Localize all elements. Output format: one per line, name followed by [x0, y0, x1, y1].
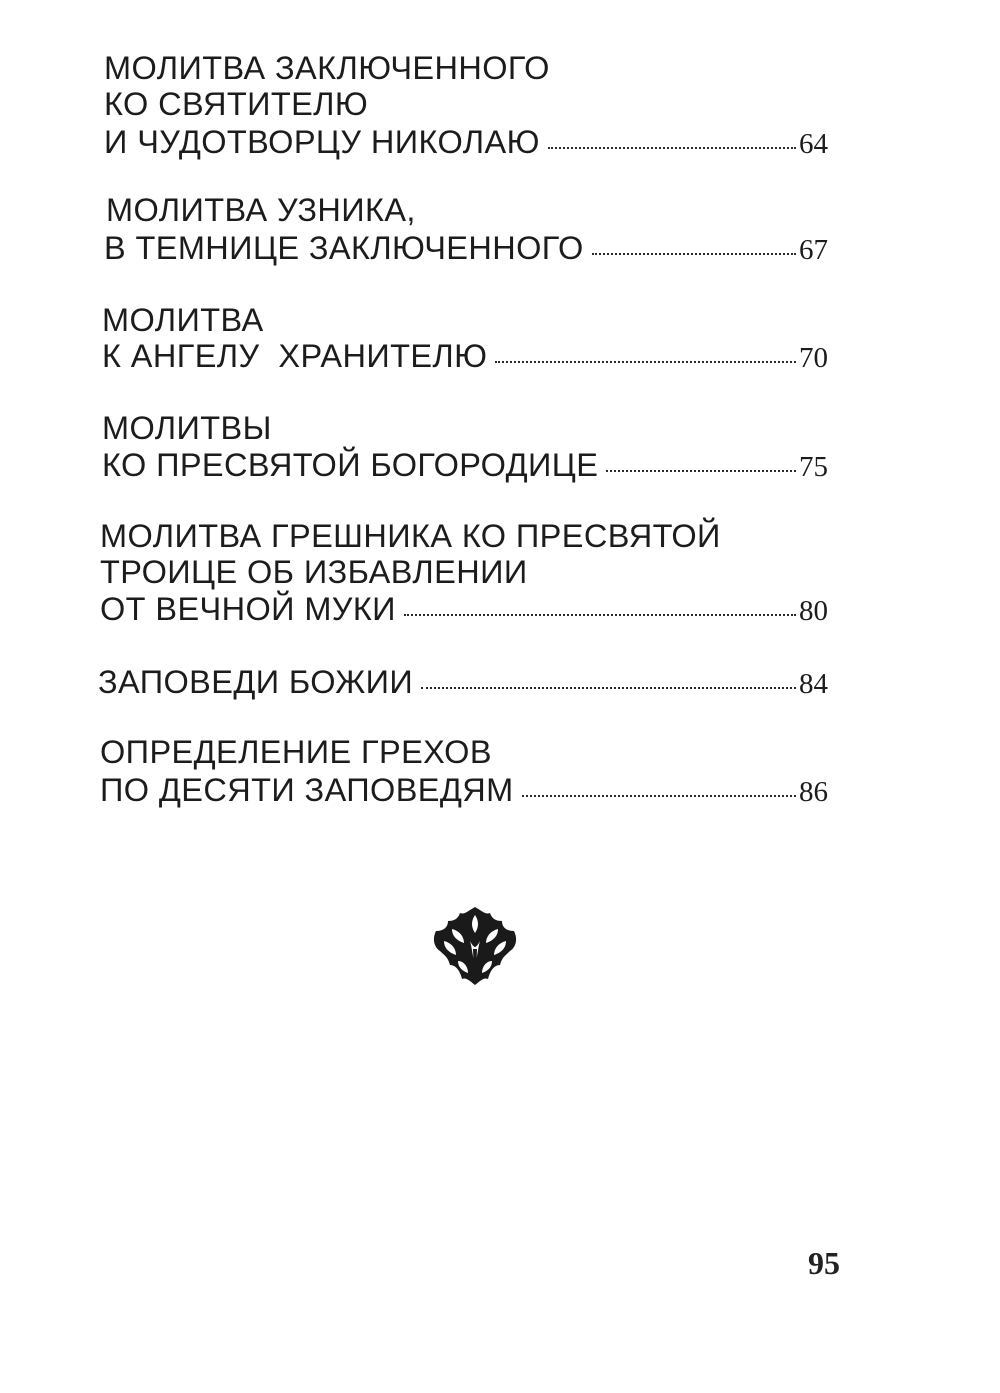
toc-entry-last-line — [98, 664, 828, 700]
toc-page-number: 80 — [799, 595, 828, 627]
toc-entry-title-line: ЗАПОВЕДИ БОЖИИ — [98, 664, 414, 700]
toc-entry-last-line — [100, 772, 828, 808]
page-number: 95 — [808, 1245, 840, 1281]
toc-entry-title-line: КО СВЯТИТЕЛЮ — [104, 86, 369, 122]
toc-entry-last-line — [100, 591, 828, 627]
toc-entry-title-line: МОЛИТВЫ — [102, 410, 272, 446]
toc-page-number: 67 — [799, 234, 828, 266]
toc-entry-last-line — [104, 124, 828, 160]
dot-leader — [548, 147, 796, 149]
toc-page-number: 70 — [799, 342, 828, 374]
toc-entry-title-line: МОЛИТВА — [102, 302, 264, 338]
toc-page-number: 64 — [799, 128, 828, 160]
dot-leader — [592, 253, 796, 255]
toc-entry-title-line: ОПРЕДЕЛЕНИЕ ГРЕХОВ — [100, 734, 492, 770]
toc-page-number: 84 — [799, 668, 828, 700]
toc-entry-last-line — [102, 447, 828, 483]
toc-page-number: 86 — [799, 776, 828, 808]
toc-entry-last-line — [102, 338, 828, 374]
dot-leader — [606, 470, 796, 472]
toc-entry-title-line: КО ПРЕСВЯТОЙ БОГОРОДИЦЕ — [102, 447, 599, 483]
dot-leader — [404, 614, 796, 616]
dot-leader — [495, 361, 796, 363]
toc-page-number: 75 — [799, 451, 828, 483]
dot-leader — [421, 687, 796, 689]
toc-entry-last-line — [104, 230, 828, 266]
toc-entry-title-line: МОЛИТВА ГРЕШНИКА КО ПРЕСВЯТОЙ — [100, 518, 721, 554]
toc-entry-title-line: МОЛИТВА УЗНИКА, — [106, 192, 416, 228]
toc-entry-title-line: ТРОИЦЕ ОБ ИЗБАВЛЕНИИ — [100, 554, 528, 590]
toc-entry-title-line: ПО ДЕСЯТИ ЗАПОВЕДЯМ — [100, 772, 514, 808]
toc-entry-title-line: В ТЕМНИЦЕ ЗАКЛЮЧЕННОГО — [104, 230, 584, 266]
floral-ornament-icon — [430, 905, 520, 987]
toc-entry-title-line: К АНГЕЛУ ХРАНИТЕЛЮ — [102, 338, 488, 374]
dot-leader — [522, 795, 796, 797]
toc-entry-title-line: МОЛИТВА ЗАКЛЮЧЕННОГО — [104, 50, 550, 86]
toc-entry-title-line: И ЧУДОТВОРЦУ НИКОЛАЮ — [104, 124, 540, 160]
toc-entry-title-line: ОТ ВЕЧНОЙ МУКИ — [100, 591, 396, 627]
